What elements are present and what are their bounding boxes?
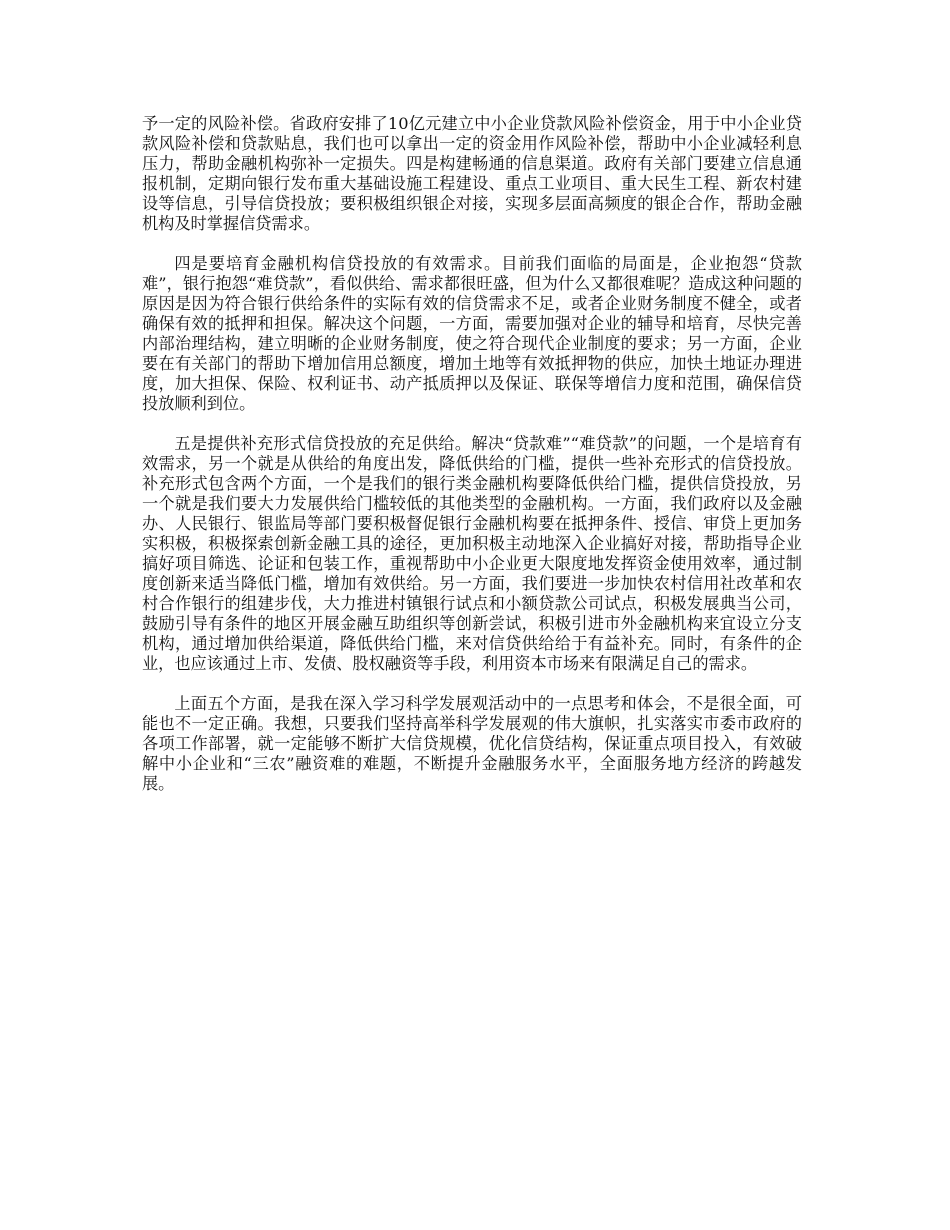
document-body	[142, 114, 802, 814]
paragraph-2: 四是要培育金融机构信贷投放的有效需求。目前我们面临的局面是，企业抱怨“贷款难”，银行抱怨“难贷款”，看似供给、需求都很旺盛，但为什么又都很难呢？造成这种问题的原因是因为符合银行供给条件的实际有效的信贷需求不足，或者企业财务制度不健全，或者确保有效的抵押和担保。解决这个问题，一方面，需要加强对企业的辅导和培育，尽快完善内部治理结构，建立明晰的企业财务制度，使之符合现代企业制度的要求；另一方面，企业要在有关部门的帮助下增加信用总额度，增加土地等有效抵押物的供应，加快土地证办理进度，加大担保、保险、权利证书、动产抵质押以及保证、联保等增信力度和范围，确保信贷投放顺利到位。	[142, 254, 802, 413]
paragraph-3: 五是提供补充形式信贷投放的充足供给。解决“贷款难”“难贷款”的问题，一个是培育有效需求，另一个就是从供给的角度出发，降低供给的门槛，提供一些补充形式的信贷投放。补充形式包含两个方面，一个是我们的银行类金融机构要降低供给门槛，提供信贷投放，另一个就是我们要大力发展供给门槛较低的其他类型的金融机构。一方面，我们政府以及金融办、人民银行、银监局等部门要积极督促银行金融机构要在抵押条件、授信、审贷上更加务实积极，积极探索创新金融工具的途径，更加积极主动地深入企业搞好对接，帮助指导企业搞好项目筛选、论证和包装工作，重视帮助中小企业更大限度地发挥资金使用效率，通过制度创新来适当降低门槛，增加有效供给。另一方面，我们要进一步加快农村信用社改革和农村合作银行的组建步伐，大力推进村镇银行试点和小额贷款公司试点，积极发展典当公司，鼓励引导有条件的地区开展金融互助组织等创新尝试，积极引进市外金融机构来宜设立分支机构，通过增加供给渠道，降低供给门槛，来对信贷供给给于有益补充。同时，有条件的企业，也应该通过上市、发债、股权融资等手段，利用资本市场来有限满足自己的需求。	[142, 434, 802, 673]
paragraph-1: 予一定的风险补偿。省政府安排了10亿元建立中小企业贷款风险补偿资金，用于中小企业贷款风险补偿和贷款贴息，我们也可以拿出一定的资金用作风险补偿，帮助中小企业减轻利息压力，帮助金融机构弥补一定损失。四是构建畅通的信息渠道。政府有关部门要建立信息通报机制，定期向银行发布重大基础设施工程建设、重点工业项目、重大民生工程、新农村建设等信息，引导信贷投放；要积极组织银企对接，实现多层面高频度的银企合作，帮助金融机构及时掌握信贷需求。	[142, 114, 802, 233]
paragraph-4: 上面五个方面，是我在深入学习科学发展观活动中的一点思考和体会，不是很全面，可能也不一定正确。我想，只要我们坚持高举科学发展观的伟大旗帜，扎实落实市委市政府的各项工作部署，就一定能够不断扩大信贷规模，优化信贷结构，保证重点项目投入，有效破解中小企业和“三农”融资难的难题，不断提升金融服务水平，全面服务地方经济的跨越发展。	[142, 694, 802, 793]
